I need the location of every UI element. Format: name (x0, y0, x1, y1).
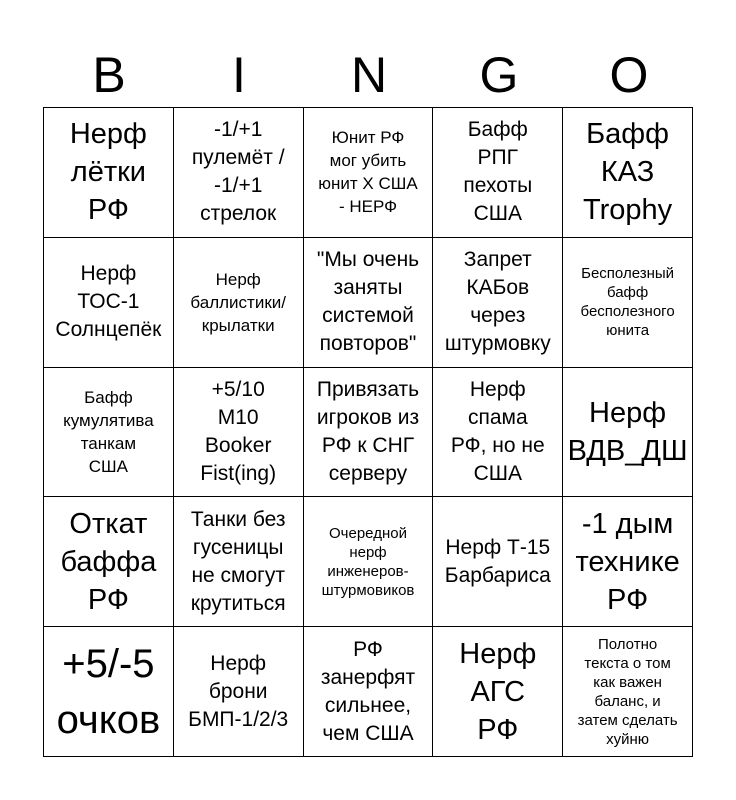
cell-text: Юнит РФ мог убить юнит X США - НЕРФ (318, 128, 418, 217)
cell-text: +5/-5 очков (56, 641, 161, 742)
bingo-cell-r4c5[interactable] (563, 497, 693, 627)
bingo-cell-r2c5[interactable] (563, 238, 693, 368)
cell-text: -1/+1 пулемёт / -1/+1 стрелок (191, 118, 285, 226)
cell-text: Бафф РПГ пехоты США (463, 118, 533, 226)
bingo-cell-r1c2[interactable] (174, 108, 304, 238)
cell-text: Нерф спама РФ, но не США (450, 377, 545, 485)
bingo-cell-r3c4[interactable] (433, 368, 563, 498)
cell-text: "Мы очень заняты системой повторов" (316, 248, 420, 356)
cell-text: Очередной нерф инженеров- штурмовиков (321, 524, 415, 599)
bingo-cell-r1c4[interactable] (433, 108, 563, 238)
bingo-cell-r3c2[interactable] (174, 368, 304, 498)
bingo-cell-r1c1[interactable] (44, 108, 174, 238)
bingo-cell-r4c2[interactable] (174, 497, 304, 627)
cell-text: Нерф ВДВ_ДШ (567, 396, 688, 467)
cell-text: Танки без гусеницы не смогут крутиться (190, 507, 286, 615)
bingo-cell-r4c4[interactable] (433, 497, 563, 627)
bingo-header (44, 44, 694, 106)
cell-text: Запрет КАБов через штурмовку (444, 248, 551, 356)
header-letter-b: B (92, 47, 126, 103)
cell-text: Бесполезный бафф бесполезного юнита (580, 265, 675, 340)
cell-text: Нерф лётки РФ (69, 118, 147, 227)
bingo-cell-r3c5[interactable] (563, 368, 693, 498)
bingo-cell-r5c1[interactable] (44, 627, 174, 757)
cell-text: Нерф брони БМП-1/2/3 (188, 651, 289, 731)
bingo-cell-r2c2[interactable] (174, 238, 304, 368)
bingo-cell-r1c5[interactable] (563, 108, 693, 238)
header-letter-n: N (350, 47, 388, 103)
bingo-cell-r5c5[interactable] (563, 627, 693, 757)
cell-text: Нерф баллистики/ крылатки (190, 269, 286, 335)
cell-text: Нерф ТОС-1 Солнцепёк (55, 262, 162, 342)
bingo-cell-r3c1[interactable] (44, 368, 174, 498)
bingo-cell-r2c3[interactable] (304, 238, 434, 368)
cell-text: -1 дым технике РФ (575, 507, 680, 616)
cell-text: Откат баффа РФ (60, 507, 157, 616)
bingo-cell-r4c3[interactable] (304, 497, 434, 627)
cell-text: Бафф кумулятива танкам США (63, 387, 154, 476)
bingo-cell-r5c3[interactable] (304, 627, 434, 757)
header-letter-i: I (232, 47, 246, 103)
cell-text: РФ занерфят сильнее, чем США (320, 637, 416, 745)
bingo-cell-r4c1[interactable] (44, 497, 174, 627)
bingo-board (43, 107, 693, 757)
cell-text: +5/10 M10 Booker Fist(ing) (200, 377, 277, 485)
header-letter-g: G (479, 47, 519, 103)
bingo-cell-r2c4[interactable] (433, 238, 563, 368)
cell-text: Нерф АГС РФ (459, 637, 537, 746)
bingo-cell-r2c1[interactable] (44, 238, 174, 368)
bingo-cell-r1c3[interactable] (304, 108, 434, 238)
cell-text: Бафф КАЗ Trophy (583, 118, 673, 227)
cell-text: Полотно текста о том как важен баланс, и затем сделать хуйню (577, 635, 678, 748)
bingo-cell-r3c3[interactable] (304, 368, 434, 498)
cell-text: Привязать игроков из РФ к СНГ серверу (316, 377, 420, 485)
cell-text: Нерф Т-15 Барбариса (444, 535, 551, 587)
bingo-cell-r5c2[interactable] (174, 627, 304, 757)
bingo-cell-r5c4[interactable] (433, 627, 563, 757)
header-letter-o: O (609, 47, 649, 103)
